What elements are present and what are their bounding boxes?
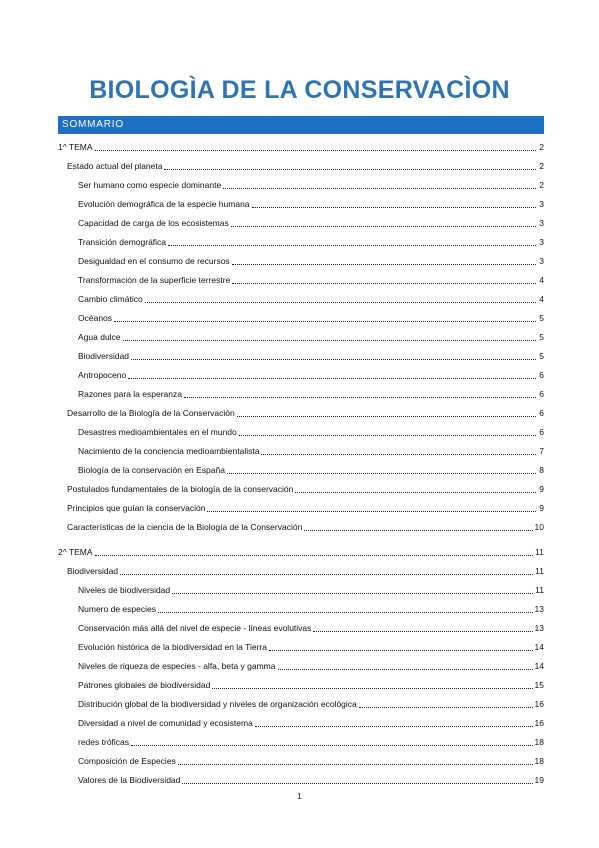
toc-entry[interactable] bbox=[58, 580, 544, 599]
toc-entry[interactable] bbox=[58, 656, 544, 675]
toc-entry-page: 5 bbox=[539, 313, 544, 323]
toc-entry-label: Valores de la Biodiversidad bbox=[78, 775, 181, 785]
toc-dot-leader bbox=[212, 687, 532, 689]
toc-entry[interactable] bbox=[58, 732, 544, 751]
toc-entry-page: 3 bbox=[539, 256, 544, 266]
toc-entry[interactable] bbox=[58, 675, 544, 694]
toc-dot-leader bbox=[227, 472, 536, 474]
toc-entry-page: 6 bbox=[539, 408, 544, 418]
toc-dot-leader bbox=[182, 782, 532, 784]
toc-dot-leader bbox=[184, 396, 536, 398]
toc-entry-label: Composición de Especies bbox=[78, 756, 176, 766]
toc-entry-page: 16 bbox=[534, 699, 544, 709]
toc-entry-label: Océanos bbox=[78, 313, 113, 323]
toc-entry-page: 2 bbox=[539, 180, 544, 190]
toc-dot-leader bbox=[359, 706, 533, 708]
toc-entry-label: Características de la ciencia de la Biología de la Conservación bbox=[67, 522, 303, 532]
toc-entry-page: 14 bbox=[534, 661, 544, 671]
toc-dot-leader bbox=[128, 377, 536, 379]
toc-entry-label: Antropoceno bbox=[78, 370, 127, 380]
toc-entry-label: Evolución histórica de la biodiversidad en la Tierra bbox=[78, 642, 267, 652]
toc-entry-page: 6 bbox=[539, 389, 544, 399]
toc-entry-label: Desigualdad en el consumo de recursos bbox=[78, 256, 230, 266]
toc-entry[interactable] bbox=[58, 251, 544, 270]
toc-entry[interactable] bbox=[58, 327, 544, 346]
toc-entry-label: Desastres medioambientales en el mundo bbox=[78, 427, 237, 437]
toc-entry[interactable] bbox=[58, 599, 544, 618]
toc-entry[interactable] bbox=[58, 213, 544, 232]
toc-dot-leader bbox=[120, 573, 533, 575]
toc-entry[interactable] bbox=[58, 232, 544, 251]
toc-entry-label: Estado actual del planeta bbox=[67, 161, 163, 171]
toc-entry-label: Biodiversidad bbox=[78, 351, 130, 361]
toc-entry-label: Razones para la esperanza bbox=[78, 389, 182, 399]
toc-entry[interactable] bbox=[58, 479, 544, 498]
toc-entry[interactable] bbox=[58, 384, 544, 403]
toc-entry[interactable] bbox=[58, 694, 544, 713]
toc-entry-page: 11 bbox=[535, 585, 544, 595]
toc-dot-leader bbox=[131, 744, 533, 746]
toc-entry-label: Niveles de riqueza de especies - alfa, beta y gamma bbox=[78, 661, 276, 671]
toc-entry-page: 9 bbox=[539, 503, 544, 513]
toc-entry[interactable] bbox=[58, 637, 544, 656]
toc-entry[interactable] bbox=[58, 308, 544, 327]
toc-dot-leader bbox=[313, 630, 532, 632]
toc-entry-label: Distribución global de la biodiversidad y niveles de organización ecológica bbox=[78, 699, 357, 709]
toc-dot-leader bbox=[269, 649, 533, 651]
toc-dot-leader bbox=[114, 320, 536, 322]
toc-entry[interactable] bbox=[58, 542, 544, 561]
toc-entry-page: 13 bbox=[534, 623, 544, 633]
toc-entry-page: 18 bbox=[534, 737, 544, 747]
toc-entry[interactable] bbox=[58, 403, 544, 422]
toc-entry-page: 6 bbox=[539, 370, 544, 380]
toc-entry[interactable] bbox=[58, 194, 544, 213]
toc-entry-label: Niveles de biodiversidad bbox=[78, 585, 171, 595]
toc-dot-leader bbox=[131, 358, 536, 360]
toc-entry[interactable] bbox=[58, 175, 544, 194]
toc-dot-leader bbox=[232, 263, 536, 265]
toc-entry-page: 9 bbox=[539, 484, 544, 494]
toc-entry-page: 11 bbox=[535, 566, 544, 576]
toc-entry[interactable] bbox=[58, 441, 544, 460]
toc-entry-label: Patrones globales de biodiversidad bbox=[78, 680, 211, 690]
toc-entry-label: 2^ TEMA bbox=[58, 547, 93, 557]
toc-dot-leader bbox=[237, 415, 536, 417]
toc-dot-leader bbox=[158, 611, 533, 613]
toc-entry-page: 3 bbox=[539, 218, 544, 228]
toc-entry[interactable] bbox=[58, 346, 544, 365]
toc-entry-label: Agua dulce bbox=[78, 332, 121, 342]
toc-entry[interactable] bbox=[58, 460, 544, 479]
toc-entry-page: 4 bbox=[539, 294, 544, 304]
toc-entry[interactable] bbox=[58, 289, 544, 308]
toc-entry-label: Biología de la conservación en España bbox=[78, 465, 225, 475]
toc-entry-page: 13 bbox=[534, 604, 544, 614]
toc-entry-label: Diversidad a nivel de comunidad y ecosistema bbox=[78, 718, 253, 728]
toc-entry[interactable] bbox=[58, 498, 544, 517]
toc-entry[interactable] bbox=[58, 156, 544, 175]
toc-dot-leader bbox=[255, 725, 533, 727]
toc-entry-label: Desarrollo de la Biología de la Conservación bbox=[67, 408, 235, 418]
toc-entry-label: Conservación más allá del nivel de especie - líneas evolutivas bbox=[78, 623, 312, 633]
toc-entry-label: redes tróficas bbox=[78, 737, 130, 747]
toc-dot-leader bbox=[239, 434, 536, 436]
toc-entry-label: Evolución demográfica de la especie humana bbox=[78, 199, 250, 209]
document-title: BIOLOGÌA DE LA CONSERVACÌON bbox=[89, 76, 510, 104]
toc-dot-leader bbox=[231, 225, 536, 227]
toc-entry-page: 10 bbox=[534, 522, 544, 532]
toc-dot-leader bbox=[207, 510, 536, 512]
toc-entry[interactable] bbox=[58, 618, 544, 637]
toc-entry-page: 11 bbox=[535, 547, 544, 557]
toc-entry-page: 6 bbox=[539, 427, 544, 437]
toc-entry-label: Principios que guían la conservación bbox=[67, 503, 206, 513]
toc-entry-page: 5 bbox=[539, 332, 544, 342]
toc-dot-leader bbox=[304, 529, 532, 531]
toc-entry-page: 2 bbox=[539, 142, 544, 152]
toc-dot-leader bbox=[123, 339, 536, 341]
toc-dot-leader bbox=[145, 301, 536, 303]
toc-entry-label: Capacidad de carga de los ecosistemas bbox=[78, 218, 229, 228]
toc-entry[interactable] bbox=[58, 517, 544, 536]
toc-entry-page: 3 bbox=[539, 199, 544, 209]
toc-entry-page: 19 bbox=[534, 775, 544, 785]
toc-entry-label: Biodiversidad bbox=[67, 566, 119, 576]
footer-page-number: 1 bbox=[297, 792, 302, 801]
toc-entry-page: 15 bbox=[534, 680, 544, 690]
toc-entry[interactable] bbox=[58, 751, 544, 770]
toc-entry[interactable] bbox=[58, 137, 544, 156]
toc-entry-label: Postulados fundamentales de la biología de la conservación bbox=[67, 484, 294, 494]
toc-entry-page: 7 bbox=[539, 446, 544, 456]
toc-dot-leader bbox=[172, 592, 533, 594]
toc-entry[interactable] bbox=[58, 270, 544, 289]
toc-entry-label: Transición demográfica bbox=[78, 237, 167, 247]
toc-dot-leader bbox=[178, 763, 533, 765]
toc-entry-page: 16 bbox=[534, 718, 544, 728]
toc-entry-page: 14 bbox=[534, 642, 544, 652]
toc-dot-leader bbox=[223, 187, 536, 189]
toc-dot-leader bbox=[295, 491, 536, 493]
toc-dot-leader bbox=[232, 282, 536, 284]
toc-entry-label: 1^ TEMA bbox=[58, 142, 93, 152]
toc-entry-page: 5 bbox=[539, 351, 544, 361]
toc-dot-leader bbox=[95, 149, 536, 151]
table-of-contents bbox=[58, 137, 544, 789]
toc-entry[interactable] bbox=[58, 422, 544, 441]
toc-entry-page: 18 bbox=[534, 756, 544, 766]
toc-entry-page: 4 bbox=[539, 275, 544, 285]
toc-dot-leader bbox=[278, 668, 533, 670]
toc-entry[interactable] bbox=[58, 365, 544, 384]
toc-entry-page: 2 bbox=[539, 161, 544, 171]
toc-entry[interactable] bbox=[58, 770, 544, 789]
toc-entry-page: 8 bbox=[539, 465, 544, 475]
toc-entry[interactable] bbox=[58, 561, 544, 580]
toc-dot-leader bbox=[252, 206, 536, 208]
toc-dot-leader bbox=[261, 453, 536, 455]
toc-header: SOMMARIO bbox=[58, 116, 544, 134]
toc-entry-label: Ser humano como especie dominante bbox=[78, 180, 222, 190]
toc-dot-leader bbox=[168, 244, 536, 246]
toc-entry-page: 3 bbox=[539, 237, 544, 247]
toc-entry-label: Numero de especies bbox=[78, 604, 156, 614]
toc-dot-leader bbox=[164, 168, 536, 170]
toc-entry[interactable] bbox=[58, 713, 544, 732]
toc-entry-label: Transformación de la superficie terrestre bbox=[78, 275, 231, 285]
toc-dot-leader bbox=[95, 554, 534, 556]
toc-entry-label: Nacimiento de la conciencia medioambientalista bbox=[78, 446, 260, 456]
toc-entry-label: Cambio climático bbox=[78, 294, 143, 304]
